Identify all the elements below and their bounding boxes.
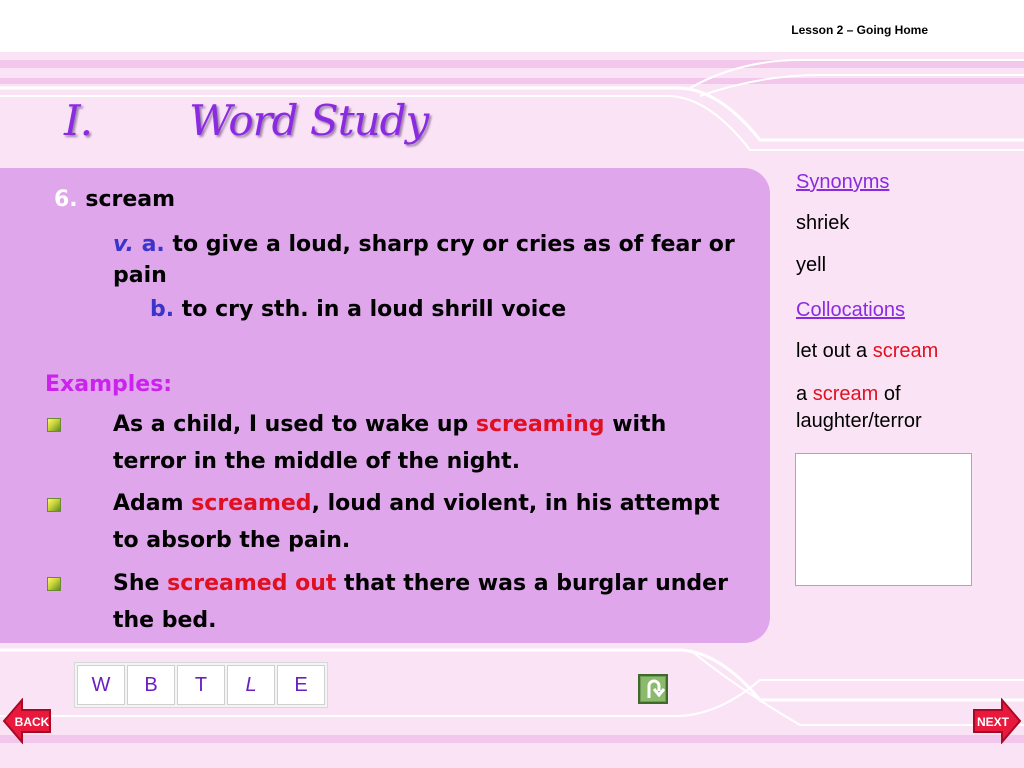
back-label: BACK [14, 715, 50, 729]
example-item [113, 565, 743, 639]
next-label: NEXT [976, 715, 1010, 729]
title-text: Word Study [189, 96, 429, 145]
nav-button-b[interactable]: B [127, 665, 175, 705]
example-text: As a child, I used to wake up [113, 412, 476, 437]
example-text: , loud and violent, in his attempt to absorb the pain. [113, 491, 720, 553]
image-placeholder [795, 453, 972, 586]
next-button[interactable] [972, 698, 1022, 744]
return-icon[interactable] [638, 674, 668, 704]
bullet-icon [47, 498, 61, 512]
example-highlight: screaming [475, 412, 605, 437]
example-text: Adam [113, 491, 192, 516]
nav-button-w[interactable]: W [77, 665, 125, 705]
synonym-item: yell [796, 254, 827, 276]
bullet-icon [47, 577, 61, 591]
collocation-text: a [796, 383, 813, 405]
definition-a [113, 229, 753, 291]
example-text: with terror in the middle of the night. [113, 412, 667, 474]
nav-button-e[interactable]: E [277, 665, 325, 705]
collocation-highlight: scream [872, 340, 939, 362]
page-title [64, 96, 428, 145]
bullet-icon [47, 418, 61, 432]
definition-b-marker: b. [150, 297, 175, 322]
entry-number: 6. [54, 187, 78, 212]
title-numeral: I. [64, 96, 92, 145]
collocation-text: of laughter/terror [796, 383, 922, 432]
example-item [113, 485, 743, 559]
back-button[interactable] [2, 698, 52, 744]
example-item [113, 406, 743, 480]
synonym-item: shriek [796, 212, 850, 234]
definition-a-marker: a. [141, 232, 165, 257]
examples-label: Examples: [45, 372, 173, 397]
nav-button-t[interactable]: T [177, 665, 225, 705]
part-of-speech: v. [113, 232, 134, 257]
definition-a-text: to give a loud, sharp cry or cries as of fear or pain [113, 232, 735, 288]
lesson-title: Lesson 2 – Going Home [791, 23, 928, 37]
collocation-text: let out a [796, 340, 873, 362]
example-highlight: screamed [191, 491, 312, 516]
collocation-item [796, 381, 986, 435]
collocation-item [796, 340, 938, 363]
entry-word: scream [85, 187, 176, 212]
collocation-highlight: scream [812, 383, 879, 405]
example-text: She [113, 571, 168, 596]
definition-b-text: to cry sth. in a loud shrill voice [181, 297, 567, 322]
example-highlight: screamed out [167, 571, 337, 596]
definition-b [150, 297, 566, 322]
synonyms-heading: Synonyms [796, 171, 890, 193]
collocations-heading: Collocations [796, 299, 905, 321]
example-text: that there was a burglar under the bed. [113, 571, 728, 633]
nav-button-l[interactable]: L [227, 665, 275, 705]
entry-headword [54, 187, 175, 212]
section-nav [74, 662, 328, 708]
